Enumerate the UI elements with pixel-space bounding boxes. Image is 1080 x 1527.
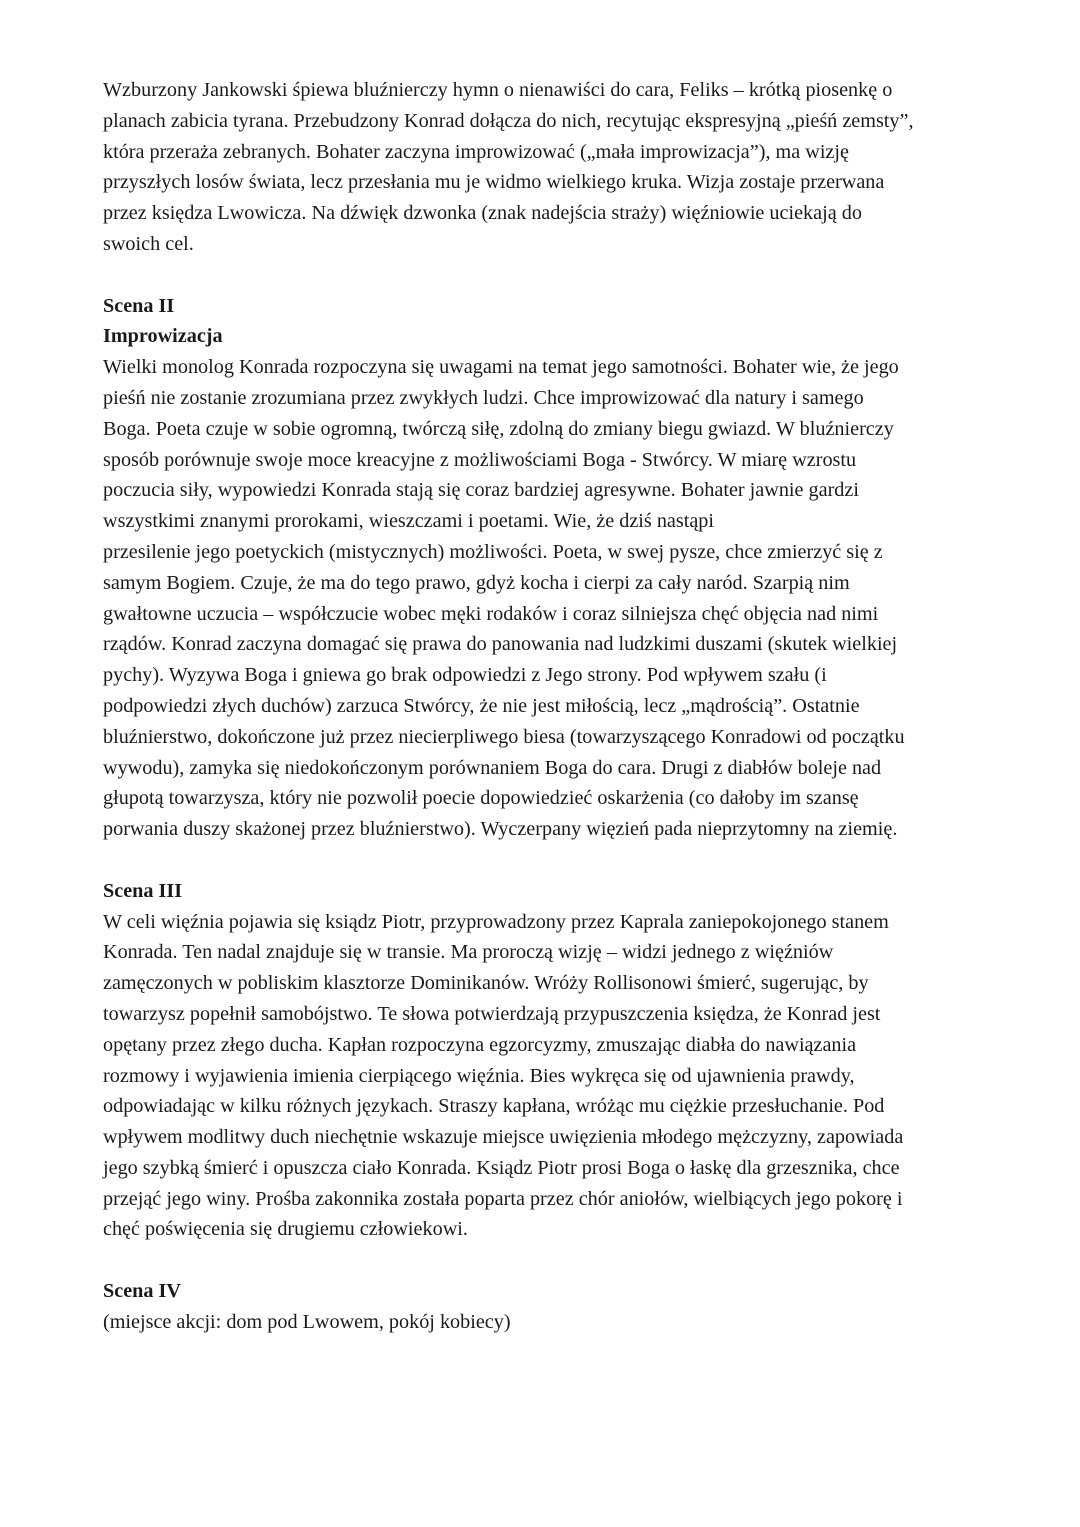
text-line: przejąć jego winy. Prośba zakonnika została poparta przez chór aniołów, wielbiących jego pokorę i [103,1187,903,1210]
spacer [103,260,983,291]
scene-4-heading: Scena IV [103,1280,181,1303]
scene-2-heading: Scena II [103,294,175,317]
text-line: Wzburzony Jankowski śpiewa bluźnierczy hymn o nienawiści do cara, Feliks – krótką piosenkę o [103,79,893,101]
text-line: chęć poświęcenia się drugiemu człowiekowi. [103,1218,468,1241]
text-line: sposób porównuje swoje moce kreacyjne z możliwościami Boga - Stwórcy. W miarę wzrostu [103,448,857,471]
text-line: zamęczonych w pobliskim klasztorze Dominikanów. Wróży Rollisonowi śmierć, sugerując, by [103,972,869,995]
scene-4-section [103,1276,983,1338]
text-line: rządów. Konrad zaczyna domagać się prawa do panowania nad ludzkimi duszami (skutek wielkiej [103,633,898,656]
scene-2-subheading: Improwizacja [103,325,223,348]
text-line: pieśń nie zostanie zrozumiana przez zwykłych ludzi. Chce improwizować dla natury i samego [103,386,864,409]
text-line: wywodu), zamyka się niedokończonym porównaniem Boga do cara. Drugi z diabłów boleje nad [103,756,882,779]
text-line: porwania duszy skażonej przez bluźnierstwo). Wyczerpany więzień pada nieprzytomny na ziemię. [103,818,898,841]
text-line: rozmowy i wyjawienia imienia cierpiącego więźnia. Bies wykręca się od ujawnienia prawdy, [103,1064,855,1087]
text-line: planach zabicia tyrana. Przebudzony Konrad dołącza do nich, recytując ekspresyjną „pieśń zemsty”, [103,109,914,132]
text-line: samym Bogiem. Czuje, że ma do tego prawo, gdyż kocha i cierpi za cały naród. Szarpią nim [103,571,850,594]
text-line: głupotą towarzysza, który nie pozwolił poecie dopowiedzieć oskarżenia (co dałoby im szansę [103,787,859,810]
text-line: (miejsce akcji: dom pod Lwowem, pokój kobiecy) [103,1310,511,1333]
text-line: opętany przez złego ducha. Kapłan rozpoczyna egzorcyzmy, zmuszając diabła do nawiązania [103,1033,857,1056]
text-line: swoich cel. [103,232,194,255]
text-line: gwałtowne uczucia – współczucie wobec męki rodaków i coraz silniejsza chęć objęcia nad nimi [103,602,879,625]
spacer [103,845,983,876]
text-line: Konrada. Ten nadal znajduje się w transie. Ma proroczą wizję – widzi jednego z więźniów [103,941,834,964]
intro-paragraph [103,75,983,260]
text-line: poczucia siły, wypowiedzi Konrada stają się coraz bardziej agresywne. Bohater jawnie gardzi [103,479,859,502]
text-line: towarzysz popełnił samobójstwo. Te słowa potwierdzają przypuszczenia księdza, że Konrad jest [103,1002,881,1025]
text-line: wszystkimi znanymi prorokami, wieszczami i poetami. Wie, że dziś nastąpi [103,510,714,533]
text-line: bluźnierstwo, dokończone już przez niecierpliwego biesa (towarzyszącego Konradowi od początku [103,725,905,748]
text-line: podpowiedzi złych duchów) zarzuca Stwórcy, że nie jest miłością, lecz „mądrością”. Ostatnie [103,694,860,717]
text-line: przyszłych losów świata, lecz przesłania mu je widmo wielkiego kruka. Wizja zostaje przerwana [103,171,885,194]
text-line: odpowiadając w kilku różnych językach. Straszy kapłana, wróżąc mu ciężkie przesłuchanie. Pod [103,1095,885,1118]
text-line: przesilenie jego poetyckich (mistycznych) możliwości. Poeta, w swej pysze, chce zmierzyć się z [103,540,883,563]
scene-2-section [103,291,983,845]
spacer [103,1245,983,1276]
text-line: wpływem modlitwy duch niechętnie wskazuje miejsce uwięzienia młodego mężczyzny, zapowiada [103,1126,904,1149]
text-line: Wielki monolog Konrada rozpoczyna się uwagami na temat jego samotności. Bohater wie, że jego [103,356,899,379]
document-page [103,75,983,1338]
text-line: przez księdza Lwowicza. Na dźwięk dzwonka (znak nadejścia straży) więźniowie uciekają do [103,202,862,225]
scene-3-section [103,876,983,1246]
text-line: jego szybką śmierć i opuszcza ciało Konrada. Ksiądz Piotr prosi Boga o łaskę dla grzesznika, chce [103,1156,900,1179]
text-line: pychy). Wyzywa Boga i gniewa go brak odpowiedzi z Jego strony. Pod wpływem szału (i [103,664,827,687]
text-line: W celi więźnia pojawia się ksiądz Piotr, przyprowadzony przez Kaprala zaniepokojonego stanem [103,910,889,933]
text-line: Boga. Poeta czuje w sobie ogromną, twórczą siłę, zdolną do zmiany biegu gwiazd. W bluźnierczy [103,417,894,440]
scene-3-heading: Scena III [103,879,183,902]
text-line: która przeraża zebranych. Bohater zaczyna improwizować („mała improwizacja”), ma wizję [103,140,849,163]
